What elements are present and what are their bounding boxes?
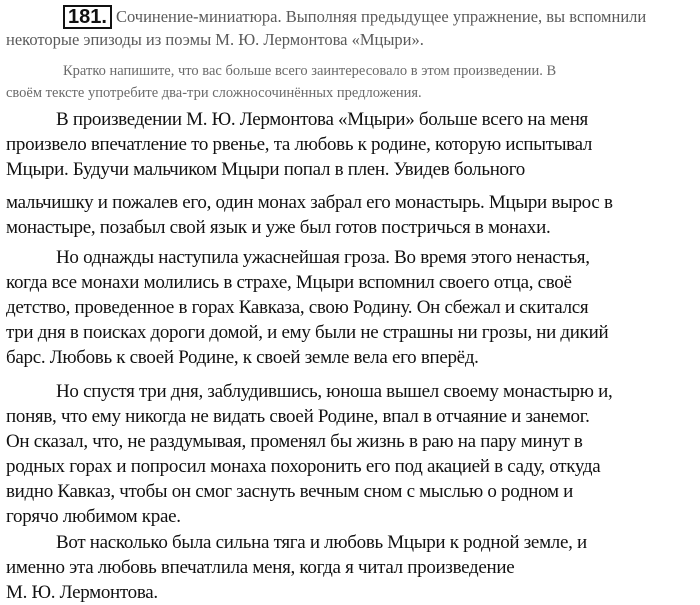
essay-line: когда все монахи молились в страхе, Мцыри вспомнил своего отца, своё: [6, 272, 572, 293]
essay-line: барс. Любовь к своей Родине, к своей земле вела его вперёд.: [6, 347, 479, 368]
essay-line: видно Кавказ, чтобы он смог заснуть вечным сном с мыслью о родном и: [6, 481, 574, 502]
essay-paragraph-3: [6, 379, 696, 529]
essay-line: Мцыри. Будучи мальчиком Мцыри попал в плен. Увидев больного: [6, 159, 525, 180]
exercise-instruction-1: Сочинение-миниатюра. Выполняя предыдущее упражнение, вы вспомнили: [115, 7, 647, 26]
essay-line: горячо любимом крае.: [6, 506, 181, 527]
essay-paragraph-2: [6, 245, 696, 370]
exercise-task: [6, 60, 696, 104]
task-line-2: своём тексте употребите два-три сложносочинённых предложения.: [6, 85, 422, 101]
essay-line: родных горах и попросил монаха похоронить его под акацией в саду, откуда: [6, 456, 601, 477]
essay-line: Но однажды наступила ужаснейшая гроза. Во время этого ненастья,: [56, 247, 590, 268]
task-line-1: Кратко напишите, что вас больше всего заинтересовало в этом произведении. В: [63, 63, 557, 79]
essay-line: монастыре, позабыл свой язык и уже был готов постричься в монахи.: [6, 217, 551, 238]
essay-paragraph-4: [6, 530, 696, 605]
essay-paragraph-1-continued: [6, 190, 696, 240]
essay-line: Вот насколько была сильна тяга и любовь Мцыри к родной земле, и: [56, 532, 587, 553]
essay-line: Но спустя три дня, заблудившись, юноша вышел своему монастырю и,: [56, 381, 613, 402]
essay-line: произвело впечатление то рвенье, та любовь к родине, которую испытывал: [6, 134, 593, 155]
essay-line: именно эта любовь впечатлила меня, когда я читал произведение: [6, 557, 515, 578]
essay-paragraph-1: [6, 107, 696, 182]
essay-line: три дня в поисках дороги домой, и ему были не страшны ни грозы, ни дикий: [6, 322, 609, 343]
exercise-title-line: [6, 5, 696, 29]
essay-line: В произведении М. Ю. Лермонтова «Мцыри» больше всего на меня: [56, 109, 588, 130]
exercise-number-badge: 181.: [63, 5, 112, 29]
essay-line: поняв, что ему никогда не видать своей Родине, впал в отчаяние и занемог.: [6, 406, 590, 427]
essay-line: детство, проведенное в горах Кавказа, свою Родину. Он сбежал и скитался: [6, 297, 589, 318]
essay-line: Он сказал, что, не раздумывая, променял бы жизнь в раю на пару минут в: [6, 431, 583, 452]
exercise-instruction-2: некоторые эпизоды из поэмы М. Ю. Лермонтова «Мцыри».: [6, 30, 424, 49]
essay-line: мальчишку и пожалев его, один монах забрал его монастырь. Мцыри вырос в: [6, 192, 613, 213]
essay-line: М. Ю. Лермонтова.: [6, 582, 158, 603]
exercise-header: [6, 5, 696, 51]
